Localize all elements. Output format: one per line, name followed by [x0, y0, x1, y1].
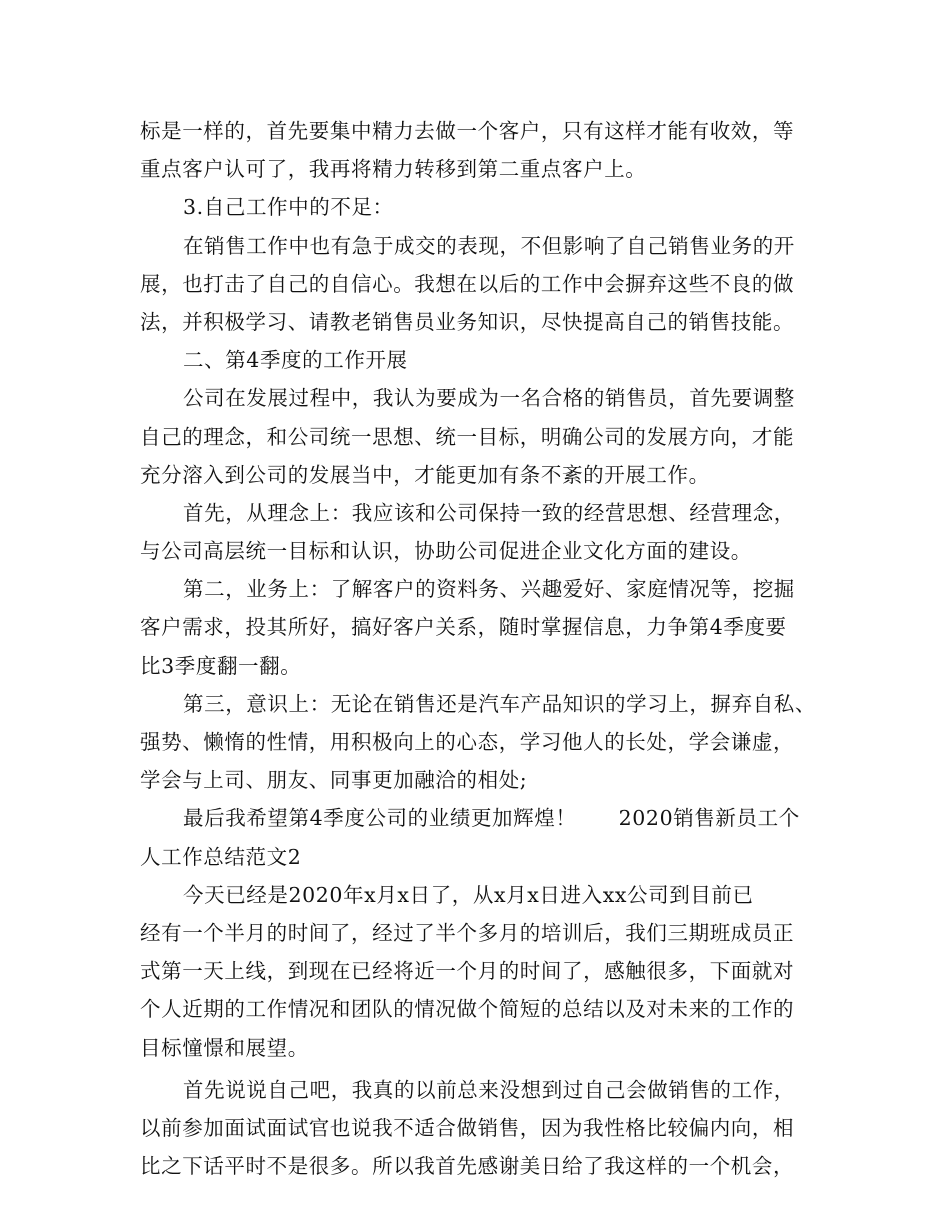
paragraph-start-line: 今天已经是2020年x月x日了，从x月x日进入xx公司到目前已 [183, 882, 754, 907]
paragraph-start-line: 首先说说自己吧，我真的以前总来没想到过自己会做销售的工作， [183, 1077, 795, 1102]
text-line: 与公司高层统一目标和认识，协助公司促进企业文化方面的建设。 [140, 539, 752, 564]
paragraph-start-line: 最后我希望第4季度公司的业绩更加辉煌！ 2020销售新员工个 [183, 806, 800, 831]
paragraph-start-line: 第二，业务上：了解客户的资料务、兴趣爱好、家庭情况等，挖掘 [183, 577, 795, 602]
section-subheading: 3.自己工作中的不足： [183, 195, 394, 220]
text-line: 标是一样的，首先要集中精力去做一个客户，只有这样才能有收效，等 [140, 119, 795, 143]
text-line: 人工作总结范文2 [140, 844, 302, 869]
text-line: 强势、懒惰的性情，用积极向上的心态，学习他人的长处，学会谦虚， [140, 730, 795, 754]
text-line: 重点客户认可了，我再将精力转移到第二重点客户上。 [140, 157, 647, 182]
text-line: 目标憧憬和展望。 [140, 1035, 309, 1060]
text-line: 充分溶入到公司的发展当中，才能更加有条不紊的开展工作。 [140, 462, 710, 487]
document-body [140, 112, 820, 1185]
text-line: 式第一天上线，到现在已经将近一个月的时间了，感触很多，下面就对 [140, 959, 795, 984]
paragraph-start-line: 在销售工作中也有急于成交的表现，不但影响了自己销售业务的开 [183, 233, 795, 258]
text-line: 法，并积极学习、请教老销售员业务知识，尽快提高自己的销售技能。 [140, 309, 795, 334]
text-line: 比之下话平时不是很多。所以我首先感谢美日给了我这样的一个机会， [140, 1154, 795, 1179]
text-line: 客户需求，投其所好，搞好客户关系，随时掌握信息，力争第4季度要 [140, 615, 787, 640]
paragraph-start-line: 首先，从理念上：我应该和公司保持一致的经营思想、经营理念， [183, 500, 795, 525]
text-line: 个人近期的工作情况和团队的情况做个简短的总结以及对未来的工作的 [140, 997, 795, 1022]
text-line: 自己的理念，和公司统一思想、统一目标，明确公司的发展方向，才能 [140, 424, 795, 449]
text-line: 以前参加面试面试官也说我不适合做销售，因为我性格比较偏内向，相 [140, 1115, 795, 1140]
section-heading: 二、第4季度的工作开展 [183, 348, 408, 373]
paragraph-start-line: 公司在发展过程中，我认为要成为一名合格的销售员，首先要调整 [183, 386, 795, 411]
text-line: 展，也打击了自己的自信心。我想在以后的工作中会摒弃这些不良的做 [140, 271, 795, 296]
text-line: 经有一个半月的时间了，经过了半个多月的培训后，我们三期班成员正 [140, 920, 795, 945]
text-line: 学会与上司、朋友、同事更加融洽的相处; [140, 768, 528, 793]
text-line: 比3季度翻一翻。 [140, 653, 302, 678]
paragraph-start-line: 第三，意识上：无论在销售还是汽车产品知识的学习上，摒弃自私、 [183, 691, 816, 716]
